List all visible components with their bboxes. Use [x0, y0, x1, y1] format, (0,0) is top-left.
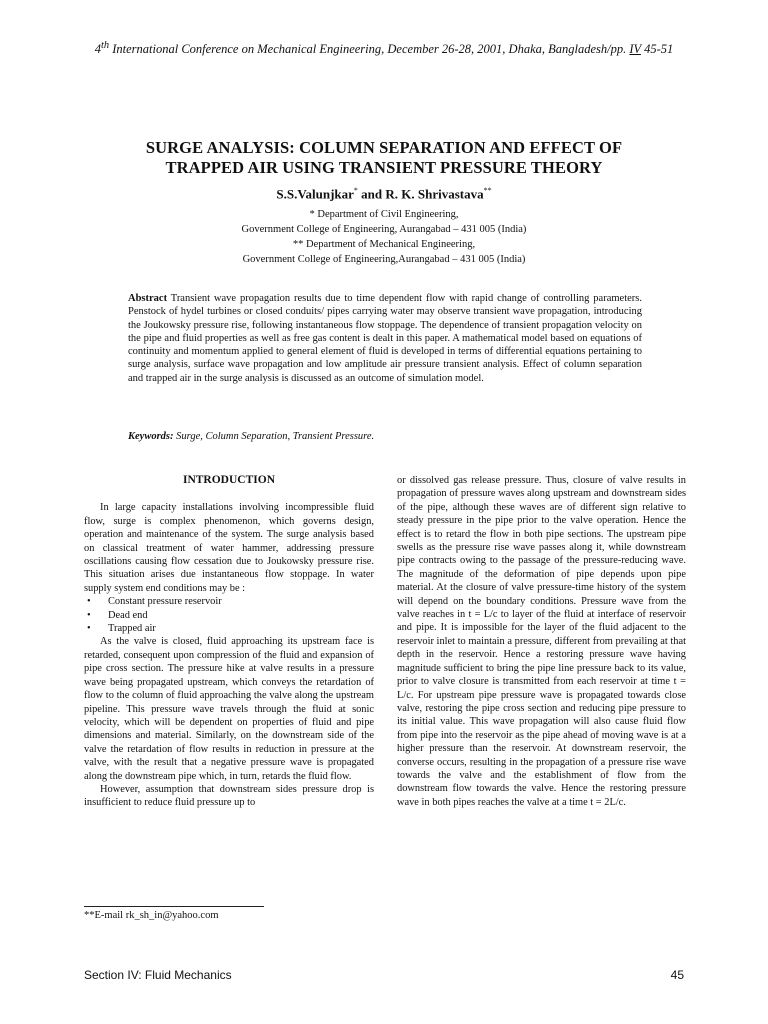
author-1: S.S.Valunjkar — [276, 186, 354, 202]
abstract-text: Transient wave propagation results due to time dependent flow with rapid change of controlling parameters. Penstock of hydel turbines or closed conduits/ pipes carrying water may observe transient wave propagation, introducing the Joukowsky pressure rise, following instantaneous flow stoppage. The dependence of transient propagation velocity on the pipe and fluid properties as well as free gas content is dealt in this paper. A mathematical model based on equations of continuity and momentum applied to general element of fluid is developed in terms of differential equations pertaining to surge analysis, surface wave propagation and low amplitude air pressure transient analysis. Effect of column separation and trapped air in the surge analysis is discussed as an outcome of simulation model. — [128, 293, 642, 384]
author-joiner: and R. K. Shrivastava — [357, 186, 484, 202]
header-edition-suffix: th — [101, 40, 110, 51]
affiliation-line: Government College of Engineering, Aurangabad – 431 005 (India) — [241, 224, 527, 235]
affiliation-line: * Department of Civil Engineering, — [309, 209, 459, 220]
footnote-email: **E-mail rk_sh_in@yahoo.com — [84, 910, 219, 921]
intro-paragraph-1: In large capacity installations involving incompressible fluid flow, surge is complex phenomenon, which governs design, operation and maintenance of the system. The surge analysis based on classical treatment of water hammer, addressing pressure oscillations causing flow cessation due to Joukowsky pressure rise. This situation arises due instantaneous flow stoppage. In water supply system end conditions may be : — [84, 502, 374, 594]
list-item: • Trapped air — [84, 622, 374, 635]
keywords-text: Surge, Column Separation, Transient Pressure. — [173, 431, 375, 442]
author-line — [0, 186, 768, 202]
page-number: 45 — [670, 968, 684, 982]
keywords-label: Keywords: — [128, 431, 174, 442]
header-text: International Conference on Mechanical Engineering, December 26-28, 2001, Dhaka, Bangladesh/pp. — [109, 42, 630, 57]
list-item: • Constant pressure reservoir — [84, 595, 374, 608]
keywords — [128, 431, 642, 442]
affiliation-line: Government College of Engineering,Aurangabad – 431 005 (India) — [242, 254, 526, 265]
right-column — [397, 474, 686, 809]
list-item: • Dead end — [84, 609, 374, 622]
affiliation-line: ** Department of Mechanical Engineering, — [292, 239, 476, 250]
intro-paragraph-3: However, assumption that downstream sides pressure drop is insufficient to reduce fluid pressure up to — [84, 783, 374, 809]
header-volume: IV — [629, 42, 641, 57]
conference-header — [0, 40, 768, 57]
footnote-divider — [84, 906, 264, 907]
end-conditions-list — [84, 595, 374, 635]
introduction-heading: INTRODUCTION — [182, 474, 275, 486]
author-1-mark: * — [353, 186, 358, 195]
abstract-label: Abstract — [128, 293, 168, 304]
footer-section: Section IV: Fluid Mechanics — [84, 968, 232, 982]
left-column — [84, 474, 374, 810]
intro-paragraph-2: As the valve is closed, fluid approaching its upstream face is retarded, consequent upon compression of the fluid and expansion of pipe cross section. The pressure hike at valve results in a pressure wave being propagated upstream, which conveys the retardation of flow to the column of fluid approaching the valve along the upstream pipeline. This pressure wave travels through the fluid at sonic velocity, which will be dependent on properties of fluid and pipe dimensions and material. Similarly, on the downstream side of the valve the retardation of flow results in reduction in pressure at the valve, with the result that a negative pressure wave is propagated along the downstream pipe which, in turn, retards the fluid flow. — [84, 636, 374, 782]
affiliations — [0, 207, 768, 267]
title-line-1: SURGE ANALYSIS: COLUMN SEPARATION AND EFFECT OF — [145, 138, 623, 157]
author-2-mark: ** — [483, 186, 492, 195]
header-edition: 4 — [94, 42, 101, 57]
title-line-2: TRAPPED AIR USING TRANSIENT PRESSURE THEORY — [165, 158, 603, 177]
paper-title — [80, 138, 688, 178]
header-pages: 45-51 — [640, 42, 674, 57]
abstract — [128, 292, 642, 385]
right-column-paragraph: or dissolved gas release pressure. Thus, closure of valve results in propagation of pressure waves along upstream and downstream sides of the pipe, although these waves are of different sign relative to steady pressure in the pipe prior to the valve operation. Hence the effect is to retard the flow in both pipe sections. The upstream pipe swells as the pressure rise wave passes along it, while downstream pipe contracts owing to the passage of the pressure-reducing wave. The magnitude of the deformation of pipe depends upon pipe material. At the closure of valve pressure-time history of the system will depend on the boundary conditions. Pressure wave from the valve reaches in t = L/c to layer of the fluid at interface of reservoir and pipe. It is impossible for the layer of the fluid adjacent to the reservoir inlet to maintain a pressure, different from prevailing at that depth in the reservoir. Hence a restoring pressure wave having magnitude sufficient to bring the pipe line pressure back to its value, prior to valve closure is transmitted from each reservoir at time t = L/c. For upstream pipe pressure wave is propagated towards close valve, restoring the pipe cross section and reducing pipe pressure to its initial value. This wave propagation will also cause fluid flow from pipe into the reservoir as the pipe ahead of moving wave is at a higher pressure than the reservoir. At downstream reservoir, the converse occurs, resulting in the propagation of a pressure rise wave towards the valve and the establishment of flow from the downstream flow towards the valve. Hence the restoring pressure wave in both pipes reaches the valve at a time t = 2L/c. — [397, 475, 686, 808]
